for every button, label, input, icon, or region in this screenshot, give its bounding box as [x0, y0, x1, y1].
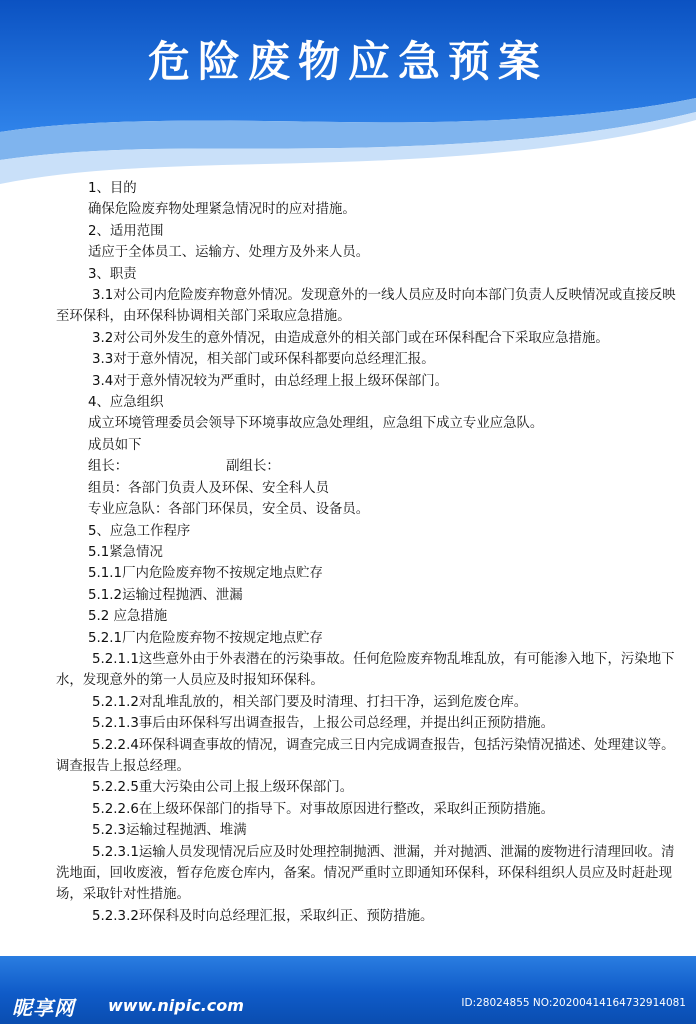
paragraph: 5.2.1.3事后由环保科写出调查报告，上报公司总经理，并提出纠正预防措施。 [92, 716, 554, 732]
section-heading: 2、适用范围 [88, 223, 164, 239]
sub-heading: 5.2.1厂内危险废弃物不按规定地点贮存 [88, 630, 323, 646]
sub-heading: 5.2.3运输过程抛洒、堆满 [92, 823, 247, 839]
paragraph: 5.2.2.6在上级环保部门的指导下。对事故原因进行整改，采取纠正预防措施。 [92, 801, 554, 817]
paragraph: 适应于全体员工、运输方、处理方及外来人员。 [88, 245, 370, 261]
document-body [56, 178, 682, 927]
paragraph: 5.2.1.1这些意外由于外表潜在的污染事故。任何危险废弃物乱堆乱放，有可能渗入地下，污染地下水，发现意外的第一人员应及时报知环保科。 [56, 651, 675, 689]
paragraph: 成立环境管理委员会领导下环境事故应急处理组，应急组下成立专业应急队。 [88, 416, 544, 432]
paragraph: 5.2.2.5重大污染由公司上报上级环保部门。 [92, 780, 354, 796]
paragraph: 成员如下 [88, 437, 142, 453]
paragraph: 3.2对公司外发生的意外情况，由造成意外的相关部门或在环保科配合下采取应急措施。 [92, 330, 609, 346]
paragraph: 专业应急队：各部门环保员，安全员、设备员。 [88, 502, 370, 518]
paragraph: 5.2.2.4环保科调查事故的情况，调查完成三日内完成调查报告，包括污染情况描述、处理建议等。调查报告上报总经理。 [56, 737, 675, 774]
leader-row [56, 456, 682, 477]
page-title: 危险废物应急预案 [147, 37, 548, 86]
section-heading: 5、应急工作程序 [88, 523, 191, 539]
footer-band [0, 956, 696, 1024]
sub-heading: 5.1.1厂内危险废弃物不按规定地点贮存 [88, 566, 323, 582]
watermark-url: www.nipic.com [108, 996, 244, 1015]
paragraph: 5.2.3.2环保科及时向总经理汇报，采取纠正、预防措施。 [92, 908, 434, 924]
paragraph: 确保危险废弃物处理紧急情况时的应对措施。 [88, 202, 356, 218]
paragraph: 5.2.3.1运输人员发现情况后应及时处理控制抛洒、泄漏，并对抛洒、泄漏的废物进行清理回收。清洗地面，回收废液，暂存危废仓库内，备案。情况严重时立即通知环保科，环保科组织人员应及时赶赴现场，采取针对性措施。 [56, 844, 675, 903]
paragraph: 组员：各部门负责人及环保、安全科人员 [88, 480, 330, 496]
section-heading: 3、职责 [88, 266, 137, 282]
leader-label: 组长： [88, 459, 129, 475]
paragraph: 3.4对于意外情况较为严重时，由总经理上报上级环保部门。 [92, 373, 449, 389]
deputy-label: 副组长： [226, 459, 280, 475]
watermark-id: ID:28024855 NO:20200414164732914081 [461, 997, 686, 1009]
sub-heading: 5.1.2运输过程抛洒、泄漏 [88, 587, 243, 603]
sub-heading: 5.1紧急情况 [88, 544, 163, 560]
paragraph: 3.1对公司内危险废弃物意外情况。发现意外的一线人员应及时向本部门负责人反映情况或直接反映至环保科，由环保科协调相关部门采取应急措施。 [56, 288, 676, 325]
section-heading: 1、目的 [88, 181, 137, 196]
paragraph: 5.2.1.2对乱堆乱放的，相关部门要及时清理、打扫干净，运到危废仓库。 [92, 694, 528, 710]
section-heading: 4、应急组织 [88, 395, 164, 411]
header-wave-background [0, 0, 696, 200]
sub-heading: 5.2 应急措施 [88, 609, 168, 625]
watermark-logo: 昵享网 [12, 996, 75, 1020]
paragraph: 3.3对于意外情况，相关部门或环保科都要向总经理汇报。 [92, 352, 435, 368]
